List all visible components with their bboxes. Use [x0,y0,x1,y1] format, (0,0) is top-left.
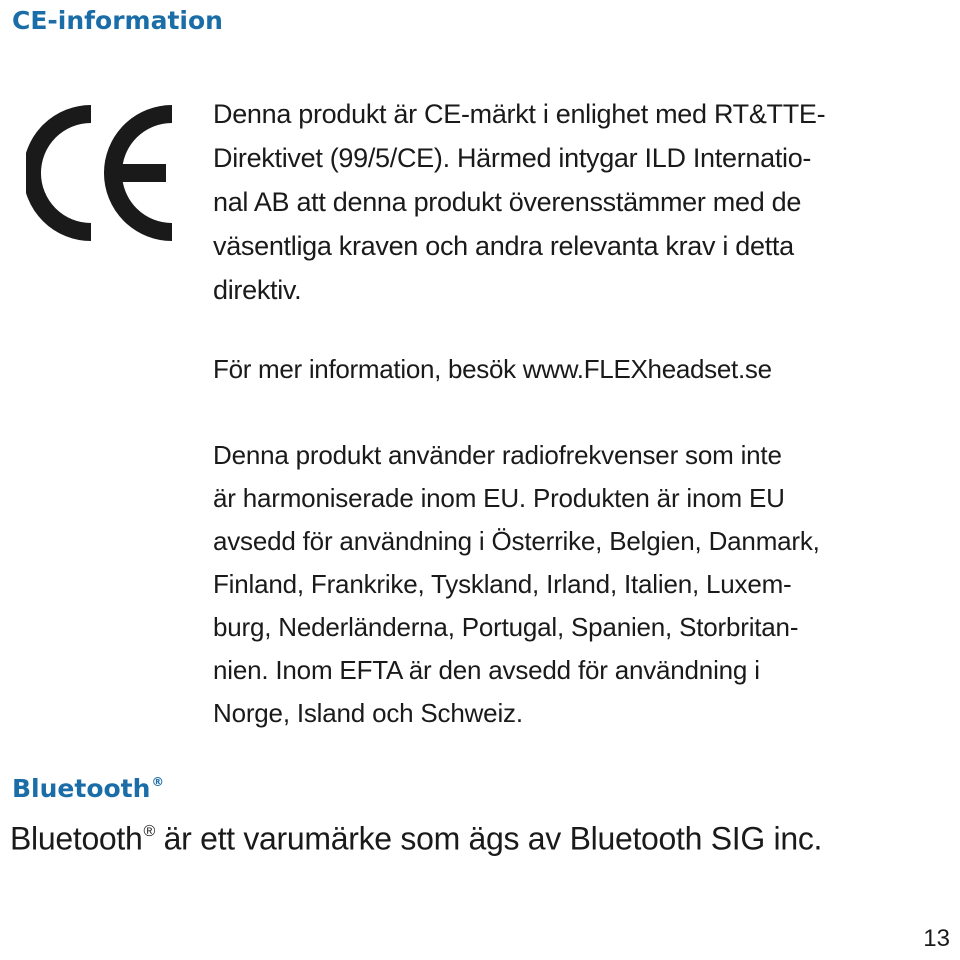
ce-information-heading: CE-information [12,6,223,35]
trademark-statement: är ett varumärke som ägs av Bluetooth SIG inc. [155,820,823,857]
more-info-text: För mer information, besök www.FLEXheadset.se [213,354,772,384]
paragraph-line: är harmoniserade inom EU. Produkten är inom EU [213,483,785,513]
paragraph-line: Direktivet (99/5/CE). Härmed intygar ILD Internatio- [213,143,812,173]
paragraph-line: Finland, Frankrike, Tyskland, Irland, Italien, Luxem- [213,569,792,599]
paragraph-line: Denna produkt använder radiofrekvenser som inte [213,440,782,470]
paragraph-line: nien. Inom EFTA är den avsedd för användning i [213,655,760,685]
paragraph-line: direktiv. [213,275,302,305]
ce-mark-icon [26,98,184,248]
paragraph-line: Norge, Island och Schweiz. [213,698,523,728]
paragraph-line: väsentliga kraven och andra relevanta krav i detta [213,231,794,261]
radio-frequency-paragraph [213,434,820,735]
bluetooth-brand: Bluetooth [10,820,143,857]
paragraph-line: nal AB att denna produkt överensstämmer med de [213,187,802,217]
bluetooth-trademark-text [10,812,822,861]
paragraph-line: avsedd för användning i Österrike, Belgien, Danmark, [213,526,820,556]
ce-compliance-paragraph [213,92,825,312]
more-info-line [213,349,772,389]
paragraph-line: burg, Nederländerna, Portugal, Spanien, Storbritan- [213,612,799,642]
registered-mark: ® [151,774,164,790]
page-number: 13 [923,925,950,952]
bluetooth-heading [12,776,164,801]
paragraph-line: Denna produkt är CE-märkt i enlighet med RT&TTE- [213,99,826,129]
bluetooth-heading-label: Bluetooth [12,774,151,803]
registered-mark: ® [143,823,156,841]
